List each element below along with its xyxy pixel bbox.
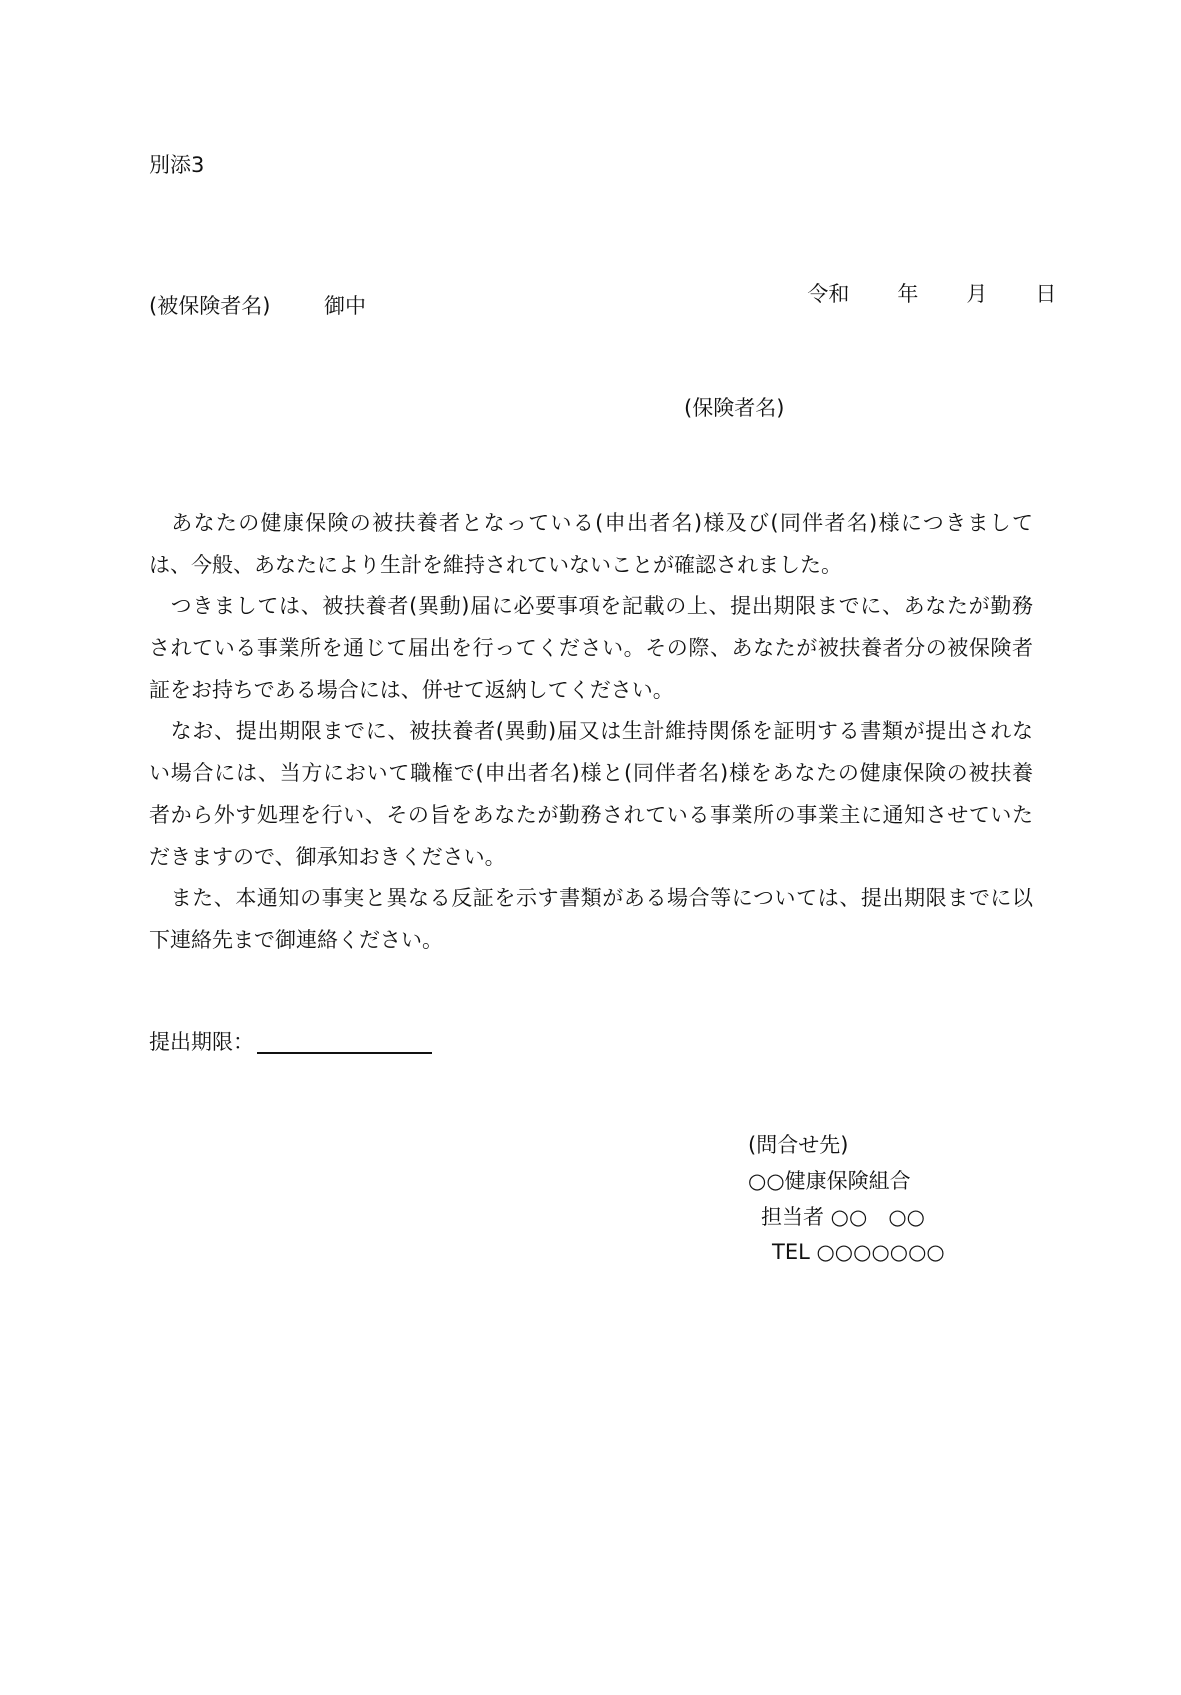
- notice-body: [149, 511, 1033, 970]
- body-line: だきますので、御承知おきください。: [149, 844, 506, 869]
- date-day: 日: [1035, 282, 1057, 306]
- body-line: また、本通知の事実と異なる反証を示す書類がある場合等については、提出期限までに以: [149, 886, 1033, 911]
- deadline-label: 提出期限：: [149, 1030, 254, 1054]
- body-line: 証をお持ちである場合には、併せて返納してください。: [149, 677, 674, 702]
- body-line: 者から外す処理を行い、その旨をあなたが勤務されている事業所の事業主に通知させていた: [149, 802, 1033, 827]
- contact-tel: TEL ○○○○○○○: [772, 1240, 945, 1264]
- deadline-blank-line: [257, 1052, 432, 1054]
- body-line: つきましては、被扶養者(異動)届に必要事項を記載の上、提出期限までに、あなたが勤務: [149, 594, 1033, 619]
- contact-organization: ○○健康保険組合: [748, 1169, 911, 1193]
- addressee-honorific: 御中: [324, 294, 366, 318]
- date-month: 月: [966, 282, 988, 306]
- date-line: [794, 258, 1056, 306]
- date-year: 年: [897, 282, 919, 306]
- contact-heading: (問合せ先): [748, 1133, 849, 1157]
- sender-name: (保険者名): [684, 396, 785, 420]
- attachment-label: 別添3: [149, 153, 205, 177]
- body-line: あなたの健康保険の被扶養者となっている(申出者名)様及び(同伴者名)様につきまして: [149, 511, 1033, 535]
- body-line: は、今般、あなたにより生計を維持されていないことが確認されました。: [149, 552, 842, 577]
- body-line: い場合には、当方において職権で(申出者名)様と(同伴者名)様をあなたの健康保険の被扶養: [149, 761, 1033, 786]
- contact-person: 担当者 ○○ ○○: [761, 1205, 925, 1229]
- body-line: なお、提出期限までに、被扶養者(異動)届又は生計維持関係を証明する書類が提出されな: [149, 719, 1033, 744]
- date-era: 令和: [807, 282, 850, 306]
- body-line: されている事業所を通じて届出を行ってください。その際、あなたが被扶養者分の被保険者: [149, 636, 1033, 661]
- addressee-name: (被保険者名): [149, 294, 271, 318]
- body-line: 下連絡先まで御連絡ください。: [149, 927, 443, 952]
